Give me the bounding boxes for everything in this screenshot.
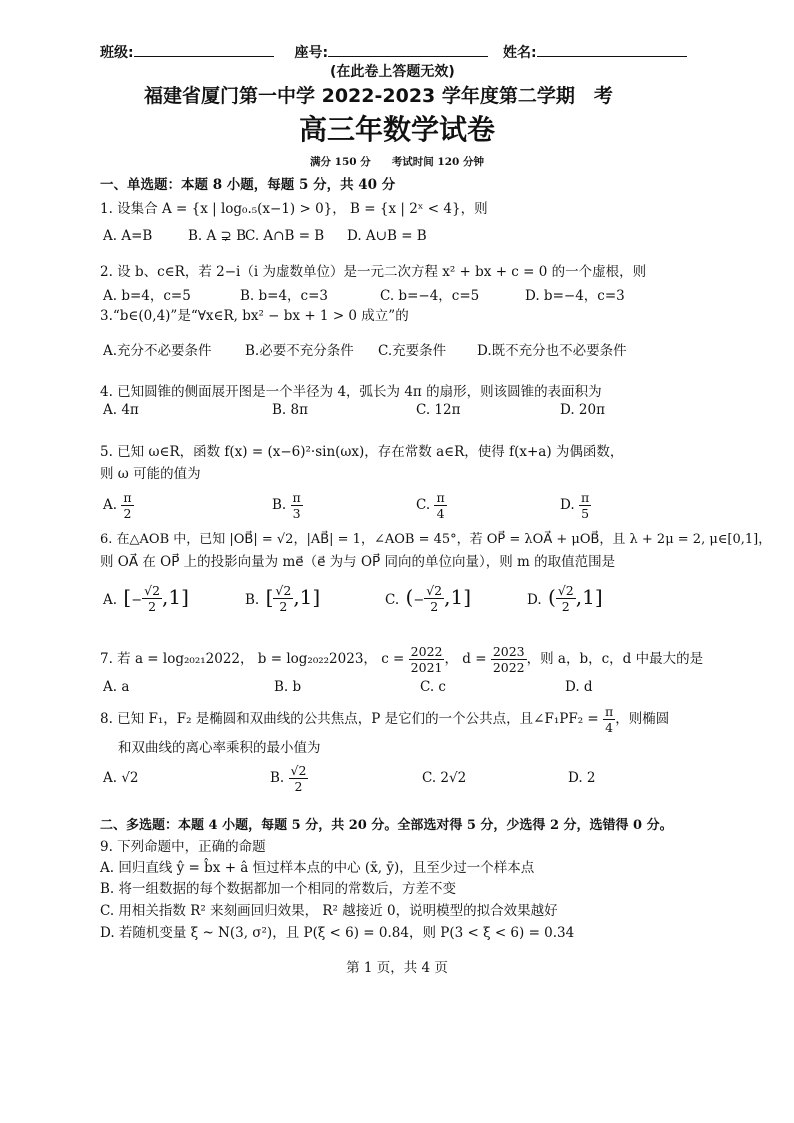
q3-option-c: C.充要条件 (378, 343, 447, 359)
q9-option-a: A. 回归直线 ŷ = b̂x + â 恒过样本点的中心 (x̄, ȳ)，且至少过一个样本点 (100, 860, 535, 876)
q8-option-d: D. 2 (568, 770, 596, 786)
seat-label: 座号: (294, 45, 329, 61)
name-blank (537, 42, 687, 57)
q7-stem: 7. 若 a = log₂₀₂₁2022， b = log₂₀₂₂2023， c = $\frac{2022}{2021}$ ， d = $\frac{2023}{2022}$ ，则 a，b，c，d 中最大的是 (100, 644, 704, 675)
section1-heading: 一、单选题：本题 8 小题，每题 5 分，共 40 分 (100, 177, 396, 193)
q5-stem-line2: 则 ω 可能的值为 (100, 466, 201, 482)
q8-option-b: B. $\frac{√2}{2}$ (270, 763, 307, 794)
q3-option-b: B.必要不充分条件 (245, 343, 354, 359)
q8-stem: 8. 已知 F₁，F₂ 是椭圆和双曲线的公共焦点，P 是它们的一个公共点，且∠F₁PF₂ = $\frac{\pi}{4}$ ，则椭圆 (100, 704, 670, 735)
q4-option-d: D. 20π (560, 402, 605, 418)
q4-option-a: A. 4π (103, 402, 139, 418)
q3-option-a: A.充分不必要条件 (103, 343, 212, 359)
q2-option-b: B. b=4，c=3 (240, 288, 329, 304)
q6-stem: 6. 在△AOB 中，已知 |OB⃗| = √2，|AB⃗| = 1，∠AOB = 45°，若 OP⃗ = λOA⃗ + μOB⃗，且 λ + 2μ = 2, μ∈[0,1]， (100, 532, 772, 547)
q1-option-c: C. A∩B = B (245, 228, 325, 244)
q4-option-b: B. 8π (272, 402, 308, 418)
exam-title: 高三年数学试卷 (298, 113, 495, 146)
q2-option-d: D. b=−4，c=3 (525, 288, 625, 304)
notice: (在此卷上答题无效) (330, 64, 455, 80)
q7-option-c: C. c (420, 679, 446, 695)
q3-option-d: D.既不充分也不必要条件 (477, 343, 627, 359)
q1-option-d: D. A∪B = B (347, 228, 427, 244)
page-footer: 第 1 页，共 4 页 (346, 960, 448, 976)
q5-option-d: D. $\frac{\pi}{5}$ (560, 490, 590, 521)
q6-stem-line2: 则 OA⃗ 在 OP⃗ 上的投影向量为 me⃗（e⃗ 为与 OP⃗ 同向的单位向量），则 m 的取值范围是 (100, 554, 616, 570)
q1-option-b: B. A ⊋ B (188, 228, 247, 244)
q5-stem: 5. 已知 ω∈R，函数 f(x) = (x−6)²·sin(ωx)，存在常数 a∈R，使得 f(x+a) 为偶函数， (100, 444, 624, 460)
class-blank (134, 42, 274, 57)
q7-option-a: A. a (103, 679, 130, 695)
q5-option-a: A. $\frac{\pi}{2}$ (103, 490, 132, 521)
q5-option-c: C. $\frac{\pi}{4}$ (416, 490, 445, 521)
school-title: 福建省厦门第一中学 2022-2023 学年度第二学期 考 (144, 85, 613, 107)
section2-heading: 二、多选题：本题 4 小题，每题 5 分，共 20 分。全部选对得 5 分，少选得 2 分，选错得 0 分。 (100, 818, 673, 833)
q9-option-b: B. 将一组数据的每个数据都加一个相同的常数后，方差不变 (100, 881, 457, 897)
q9-option-d: D. 若随机变量 ξ ~ N(3, σ²)，且 P(ξ < 6) = 0.84，则 P(3 < ξ < 6) = 0.34 (100, 925, 575, 941)
q5-option-b: B. $\frac{\pi}{3}$ (272, 490, 301, 521)
q2-option-a: A. b=4，c=5 (103, 288, 191, 304)
q1-option-a: A. A=B (103, 228, 153, 244)
q9-option-c: C. 用相关指数 R² 来刻画回归效果， R² 越接近 0，说明模型的拟合效果越好 (100, 903, 558, 919)
q6-option-c: C. (− $\frac{√2}{2}$ ,1] (385, 583, 472, 614)
q1-stem: 1. 设集合 A = {x | log₀.₅(x−1) > 0}， B = {x | 2ˣ < 4}，则 (100, 201, 488, 217)
seat-blank (328, 42, 488, 57)
q2-option-c: C. b=−4，c=5 (380, 288, 480, 304)
q7-option-b: B. b (274, 679, 302, 695)
q6-option-a: A. [− $\frac{√2}{2}$ ,1] (103, 583, 189, 614)
q3-stem: 3.“b∈(0,4)”是“∀x∈R, bx² − bx + 1 > 0 成立”的 (100, 308, 409, 324)
header-fields (100, 42, 687, 62)
name-label: 姓名: (502, 45, 537, 61)
q6-option-d: D. ( $\frac{√2}{2}$ ,1] (527, 583, 603, 614)
q7-option-d: D. d (565, 679, 593, 695)
q6-option-b: B. [ $\frac{√2}{2}$ ,1] (245, 583, 321, 614)
q9-stem: 9. 下列命题中，正确的命题 (100, 839, 266, 855)
exam-info: 满分 150 分 考试时间 120 分钟 (310, 156, 484, 168)
class-label: 班级: (100, 45, 134, 61)
q8-stem-line2: 和双曲线的离心率乘积的最小值为 (118, 740, 321, 756)
q8-option-a: A. √2 (103, 770, 139, 786)
q2-stem: 2. 设 b、c∈R，若 2−i（i 为虚数单位）是一元二次方程 x² + bx + c = 0 的一个虚根，则 (100, 264, 647, 280)
q4-stem: 4. 已知圆锥的侧面展开图是一个半径为 4，弧长为 4π 的扇形，则该圆锥的表面积为 (100, 384, 602, 400)
q4-option-c: C. 12π (416, 402, 461, 418)
q8-option-c: C. 2√2 (422, 770, 467, 786)
